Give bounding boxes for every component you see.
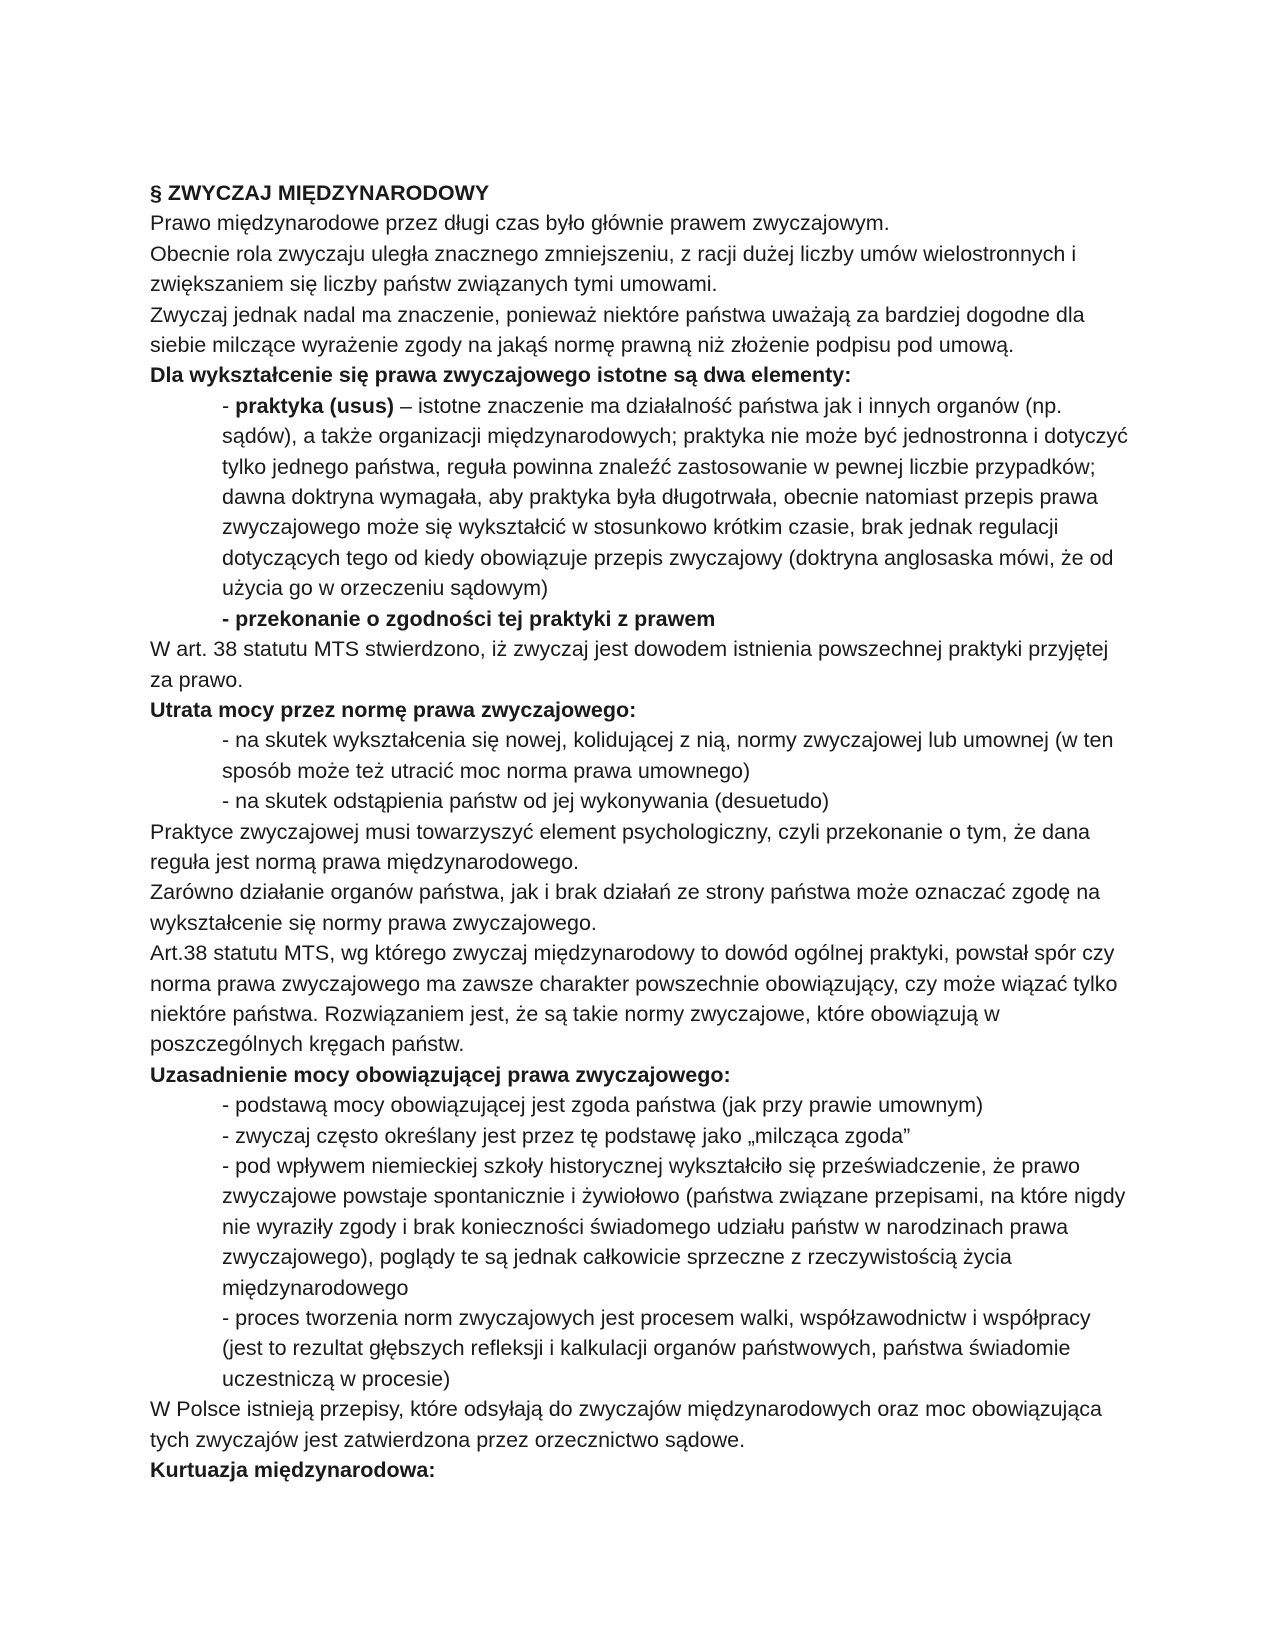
list-item: - na skutek odstąpienia państw od jej wykonywania (desuetudo) (222, 789, 830, 814)
subheading-loss: Utrata mocy przez normę prawa zwyczajowego: (150, 697, 637, 722)
intro-paragraph: Obecnie rola zwyczaju uległa znacznego zmniejszeniu, z racji dużej liczby umów wielostronnych i zwiększaniem się liczby państw związanych tymi umowami. (150, 241, 1077, 297)
list-item (150, 391, 1130, 604)
section-heading: § ZWYCZAJ MIĘDZYNARODOWY (150, 181, 490, 205)
term-description: – istotne znaczenie ma działalność państwa jak i innych organów (np. sądów), a także organizacji międzynarodowych; praktyka nie może być jednostronna i dotyczyć tylko jednego państwa, reguła powinna znaleźć zastosowanie w pewnej liczbie przypadków; dawna doktryna wymagała, aby praktyka była długotrwała, obecnie natomiast przepis prawa zwyczajowego może się wykształcić w stosunkowo krótkim czasie, brak jednak regulacji dotyczących tego od kiedy obowiązuje przepis zwyczajowy (doktryna anglosaska mówi, że od użycia go w orzeczeniu sądowym) (222, 393, 1128, 601)
list-item: - przekonanie o zgodności tej praktyki z prawem (222, 606, 716, 631)
intro-paragraph: Prawo międzynarodowe przez długi czas było głównie prawem zwyczajowym. (150, 211, 890, 236)
list-item: - zwyczaj często określany jest przez tę podstawę jako „milcząca zgoda” (222, 1123, 911, 1148)
subheading-justification: Uzasadnienie mocy obowiązującej prawa zwyczajowego: (150, 1062, 731, 1087)
subheading-elements: Dla wykształcenie się prawa zwyczajowego istotne są dwa elementy: (150, 363, 852, 388)
paragraph: Praktyce zwyczajowej musi towarzyszyć element psychologiczny, czyli przekonanie o tym, że dana reguła jest normą prawa międzynarodowego. (150, 819, 1090, 874)
intro-paragraph: Zwyczaj jednak nadal ma znaczenie, ponieważ niektóre państwa uważają za bardziej dogodne dla siebie milczące wyrażenie zgody na jakąś normę prawną niż złożenie podpisu pod umową. (150, 302, 1085, 358)
list-item: - na skutek wykształcenia się nowej, kolidującej z nią, normy zwyczajowej lub umownej (w ten sposób może też utracić moc norma prawa umownego) (222, 728, 1114, 783)
list-item: - podstawą mocy obowiązującej jest zgoda państwa (jak przy prawie umownym) (222, 1093, 984, 1118)
paragraph: Zarówno działanie organów państwa, jak i brak działań ze strony państwa może oznaczać zgodę na wykształcenie się normy prawa zwyczajowego. (150, 880, 1101, 935)
subheading-courtesy: Kurtuazja międzynarodowa: (150, 1458, 436, 1483)
paragraph: Art.38 statutu MTS, wg którego zwyczaj międzynarodowy to dowód ogólnej praktyki, powstał spór czy norma prawa zwyczajowego ma zawsze charakter powszechnie obowiązujący, czy może wiązać tylko niektóre państwa. Rozwiązaniem jest, że są takie normy zwyczajowe, które obowiązują w poszczególnych kręgach państw. (150, 941, 1118, 1057)
document-page (150, 178, 1130, 1485)
term-praktyka: praktyka (usus) (235, 393, 395, 418)
list-dash: - (222, 393, 236, 418)
list-item: - proces tworzenia norm zwyczajowych jest procesem walki, współzawodnictw i współpracy (jest to rezultat głębszych refleksji i kalkulacji organów państwowych, państwa świadomie uczestniczą w procesie) (222, 1306, 1091, 1391)
paragraph: W Polsce istnieją przepisy, które odsyłają do zwyczajów międzynarodowych oraz moc obowiązująca tych zwyczajów jest zatwierdzona przez orzecznictwo sądowe. (150, 1397, 1102, 1452)
list-item: - pod wpływem niemieckiej szkoły historycznej wykształciło się przeświadczenie, że prawo zwyczajowe powstaje spontanicznie i żywiołowo (państwa związane przepisami, na które nigdy nie wyraziły zgody i brak konieczności świadomego udziału państw w narodzinach prawa zwyczajowego), poglądy te są jednak całkowicie sprzeczne z rzeczywistością życia międzynarodowego (222, 1154, 1126, 1300)
paragraph: W art. 38 statutu MTS stwierdzono, iż zwyczaj jest dowodem istnienia powszechnej praktyki przyjętej za prawo. (150, 637, 1109, 692)
